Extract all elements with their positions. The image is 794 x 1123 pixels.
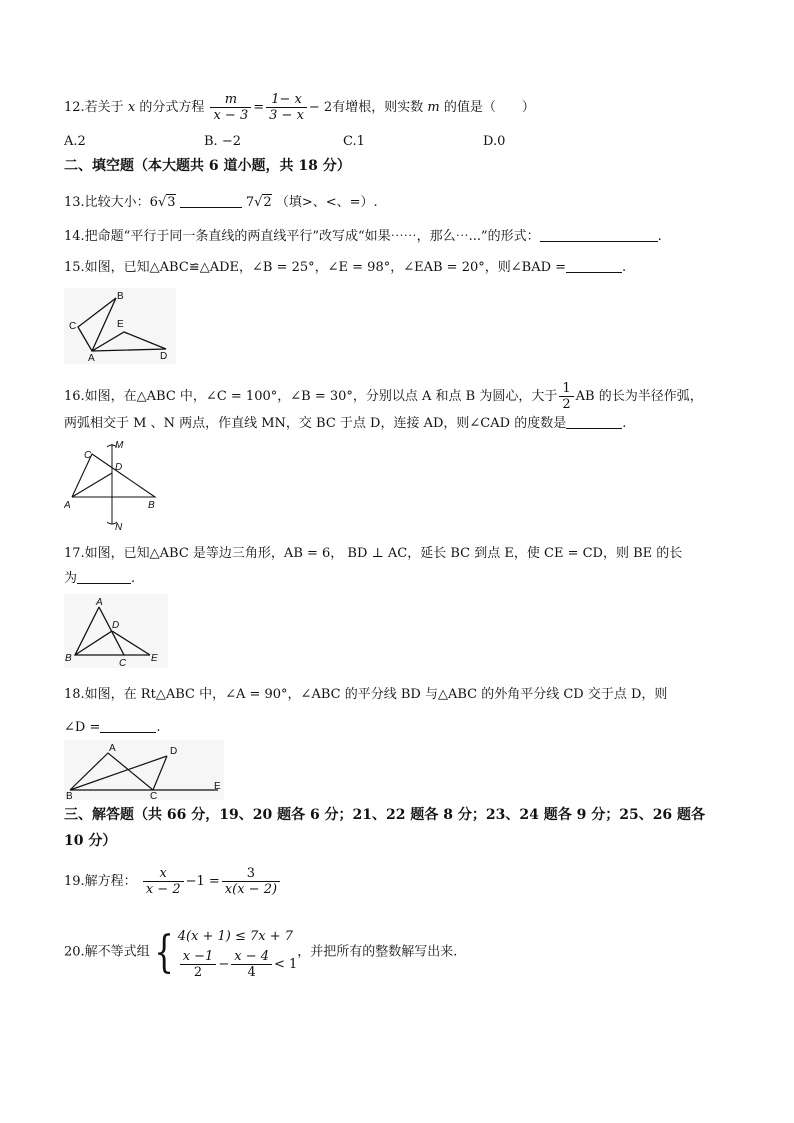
fraction: $\frac{m}{x - 3}$ — [210, 92, 251, 123]
answer-blank[interactable] — [566, 272, 622, 273]
question-15: 15.如图，已知△ABC≌△ADE，∠B = 25°，∠E = 98°，∠EAB = 20°，则∠BAD = . — [64, 260, 627, 275]
section-3-heading-line-1: 三、解答题（共 66 分，19、20 题各 6 分；21、22 题各 8 分；23、24 题各 9 分；25、26 题各 — [64, 807, 706, 823]
question-19: 19.解方程： $\frac{x}{x - 2}$ −1 = $\frac{3}{x(x - 2)}$ — [64, 866, 282, 897]
fraction: $\frac{3}{x(x - 2)}$ — [222, 866, 280, 897]
option-d: D.0 — [483, 134, 506, 149]
answer-blank[interactable] — [566, 428, 622, 429]
label-b: B — [148, 500, 155, 511]
system-brace: { — [153, 926, 174, 978]
fraction: $\frac{1}{2}$ — [559, 381, 573, 412]
section-2-heading: 二、填空题（本大题共 6 道小题，共 18 分） — [64, 158, 351, 174]
question-13: 13.比较大小：6√3 7√2 （填>、<、=）. — [64, 195, 378, 210]
label-b: B — [117, 291, 124, 302]
label-a: A — [88, 353, 95, 364]
label-c: C — [119, 658, 127, 668]
question-18-line-1: 18.如图，在 Rt△ABC 中，∠A = 90°，∠ABC 的平分线 BD 与△ABC 的外角平分线 CD 交于点 D，则 — [64, 687, 668, 702]
label-b: B — [65, 653, 72, 664]
question-18-line-2: ∠D = . — [64, 720, 161, 735]
question-17-line-2: 为 . — [64, 571, 136, 586]
question-16-line-2: 两弧相交于 M 、N 两点，作直线 MN，交 BC 于点 D，连接 AD，则∠CAD 的度数是 . — [64, 416, 627, 431]
question-14: 14.把命题“平行于同一条直线的两直线平行”改写成“如果⋯⋯，那么⋯...”的形式： . — [64, 229, 662, 244]
option-b: B. −2 — [204, 134, 241, 149]
label-a: A — [64, 500, 71, 511]
label-b: B — [66, 791, 73, 800]
label-c: C — [69, 321, 77, 332]
figure-17 — [64, 594, 168, 668]
option-c: C.1 — [343, 134, 365, 149]
fraction: $\frac{x - 4}{4}$ — [231, 949, 272, 980]
label-e: E — [214, 781, 221, 792]
question-17-line-1: 17.如图，已知△ABC 是等边三角形，AB = 6， BD ⊥ AC，延长 BC 到点 E，使 CE = CD，则 BE 的长 — [64, 546, 683, 561]
label-n: N — [115, 522, 123, 530]
answer-blank[interactable] — [77, 583, 131, 584]
label-a: A — [96, 597, 103, 608]
label-e: E — [151, 653, 158, 664]
question-12: 12.若关于 x 的分式方程 $\frac{m}{x - 3}$ = $\frac{1- x}{3 - x}$ − 2有增根，则实数 m 的值是（ ） — [64, 92, 535, 123]
answer-blank[interactable] — [540, 241, 658, 242]
question-16-line-1: 16.如图，在△ABC 中，∠C = 100°，∠B = 30°，分别以点 A 和点 B 为圆心，大于 $\frac{1}{2}$ AB 的长为半径作弧， — [64, 381, 703, 412]
label-d: D — [112, 620, 120, 631]
label-a: A — [109, 743, 116, 754]
section-3-heading-line-2: 10 分） — [64, 833, 117, 849]
fraction: $\frac{x}{x - 2}$ — [143, 866, 184, 897]
fraction: $\frac{x -1}{2}$ — [180, 949, 217, 980]
label-e: E — [117, 319, 124, 330]
label-d: D — [115, 462, 123, 473]
option-a: A.2 — [64, 134, 86, 149]
question-20: 20.解不等式组{ 4(x + 1) ≤ 7x + 7 $\frac{x -1}{2}$ − $\frac{x - 4}{4}$ < 1 ，并把所有的整数解写出来. — [64, 926, 458, 980]
label-m: M — [115, 440, 124, 451]
label-c: C — [150, 791, 158, 800]
label-d: D — [160, 351, 168, 362]
fraction: $\frac{1- x}{3 - x}$ — [266, 92, 307, 123]
label-d: D — [170, 746, 178, 757]
label-c: C — [84, 450, 92, 461]
answer-blank[interactable] — [180, 207, 242, 208]
figure-15 — [64, 288, 176, 364]
inequality-system: 4(x + 1) ≤ 7x + 7 $\frac{x -1}{2}$ − $\frac{x - 4}{4}$ < 1 — [177, 929, 298, 980]
answer-blank[interactable] — [100, 732, 156, 733]
figure-16 — [64, 438, 164, 530]
figure-18 — [64, 740, 224, 800]
